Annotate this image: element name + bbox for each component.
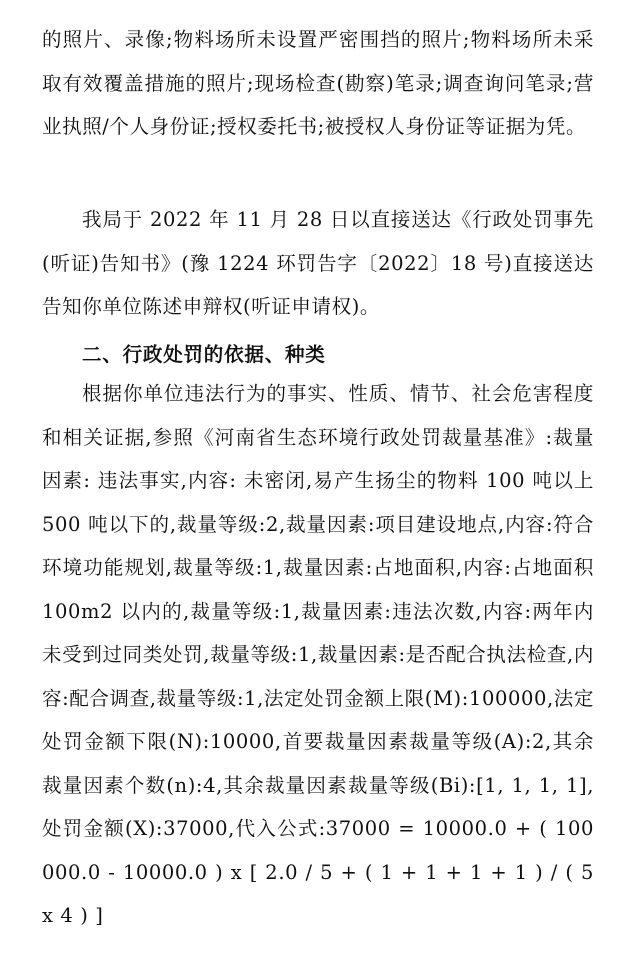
section-heading: 二、行政处罚的依据、种类 bbox=[82, 343, 326, 366]
basis-paragraph-text: 根据你单位违法行为的事实、性质、情节、社会危害程度和相关证据,参照《河南省生态环境行政处罚裁量基准》:裁量因素: 违法事实,内容: 未密闭,易产生扬尘的物料 100 吨以上 500 吨以下的,裁量等级:2,裁量因素:项目建设地点,内容:符合环境功能规划,裁量等级:1,裁量因素:占地面积,内容:占地面积 100m2 以内的,裁量等级:1,裁量因素:违法次数,内容:两年内未受到过同类处罚,裁量等级:1,裁量因素:是否配合执法检查,内容:配合调查,裁量等级:1,法定处罚金额上限(M):100000,法定处罚金额下限(N):10000,首要裁量因素裁量等级(A):2,其余裁量因素个数(n):4,其余裁量因素裁量等级(Bi):[1, 1, 1, 1],处罚金额(X):37000,代入公式:37000 = 10000.0 + ( 100000.0 - 10000.0 ) x [ 2.0 / 5 + ( 1 + 1 + 1 + 1 ) / ( 5 x 4 ) ] bbox=[42, 382, 594, 927]
basis-paragraph bbox=[42, 372, 594, 938]
evidence-paragraph-text: 的照片、录像;物料场所未设置严密围挡的照片;物料场所未采取有效覆盖措施的照片;现场检查(勘察)笔录;调查询问笔录;营业执照/个人身份证;授权委托书;被授权人身份证等证据为凭。 bbox=[42, 28, 594, 138]
evidence-paragraph bbox=[42, 18, 594, 149]
notice-paragraph bbox=[42, 198, 594, 329]
notice-paragraph-text: 我局于 2022 年 11 月 28 日以直接送达《行政处罚事先(听证)告知书》(豫 1224 环罚告字〔2022〕18 号)直接送达告知你单位陈述申辩权(听证申请权)。 bbox=[42, 208, 594, 318]
